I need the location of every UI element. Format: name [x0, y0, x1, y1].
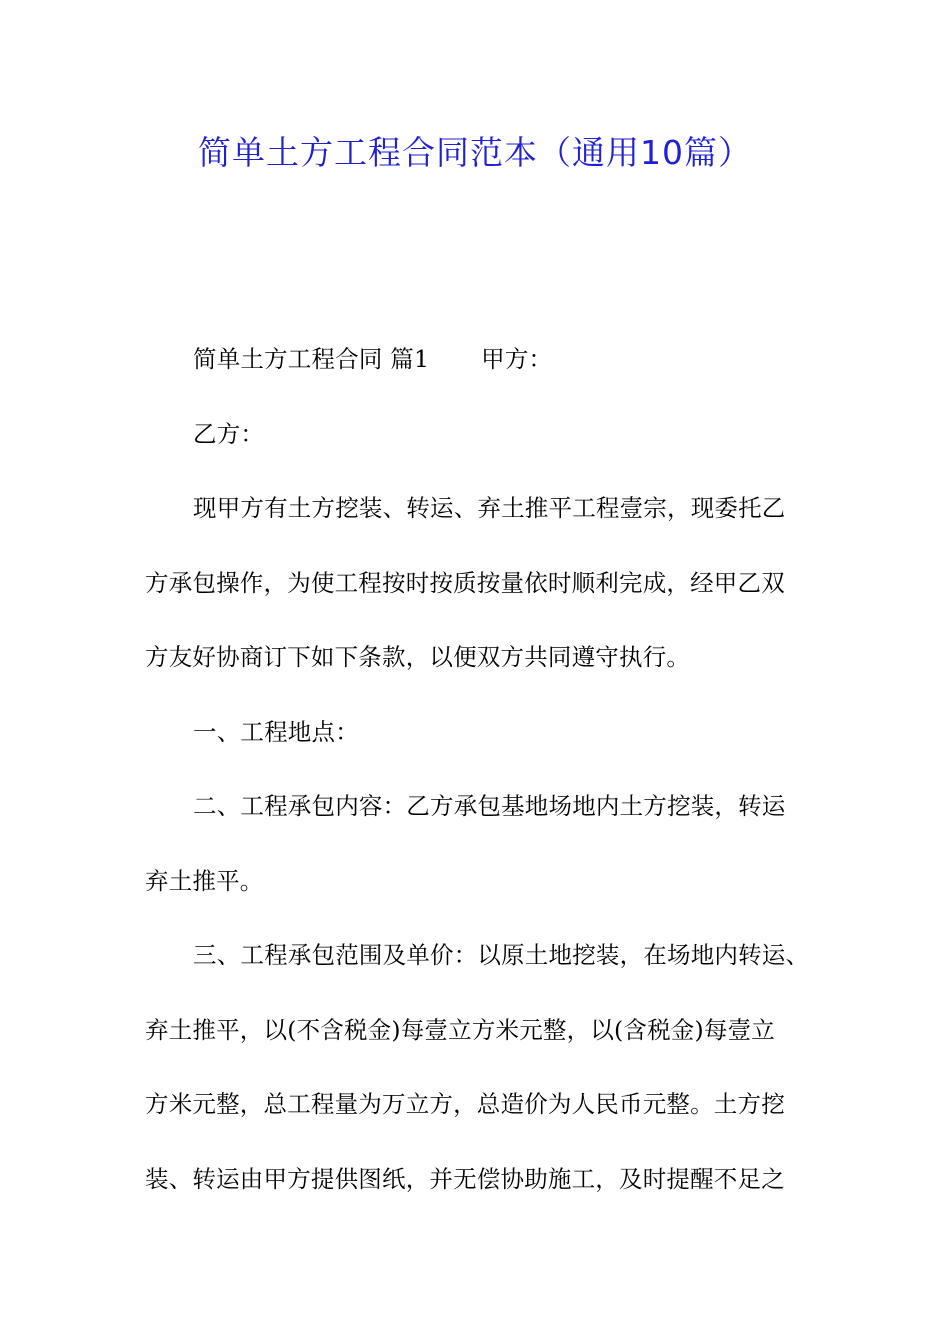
clause-line: 方米元整，总工程量为万立方，总造价为人民币元整。土方挖: [145, 1090, 785, 1118]
paragraph-line: 方友好协商订下如下条款，以便双方共同遵守执行。: [145, 643, 691, 671]
paragraph-line: 现甲方有土方挖装、转运、弃土推平工程壹宗，现委托乙: [193, 494, 786, 522]
document-body: [145, 333, 815, 1227]
contract-heading-line: [145, 333, 815, 408]
clause-line: 二、工程承包内容：乙方承包基地场地内土方挖装，转运: [193, 792, 786, 820]
paragraph-line: 方承包操作，为使工程按时按质按量依时顺利完成，经甲乙双: [145, 568, 785, 597]
clause-line: 装、转运由甲方提供图纸，并无偿协助施工，及时提醒不足之: [145, 1164, 785, 1193]
clause-line: 弃土推平。: [145, 866, 264, 895]
clause-line: 弃土推平，以(不含税金)每壹立方米元整，以(含税金)每壹立: [145, 1015, 775, 1044]
document-title: 简单土方工程合同范本（通用10篇）: [198, 133, 752, 172]
party-b-label: 乙方：: [193, 419, 265, 448]
party-a-label: 甲方：: [481, 345, 553, 373]
clause-heading: 一、工程地点：: [193, 717, 359, 746]
contract-heading: 简单土方工程合同 篇1: [193, 345, 430, 373]
clause-line: 三、工程承包范围及单价：以原土地挖装，在场地内转运、: [193, 941, 810, 969]
